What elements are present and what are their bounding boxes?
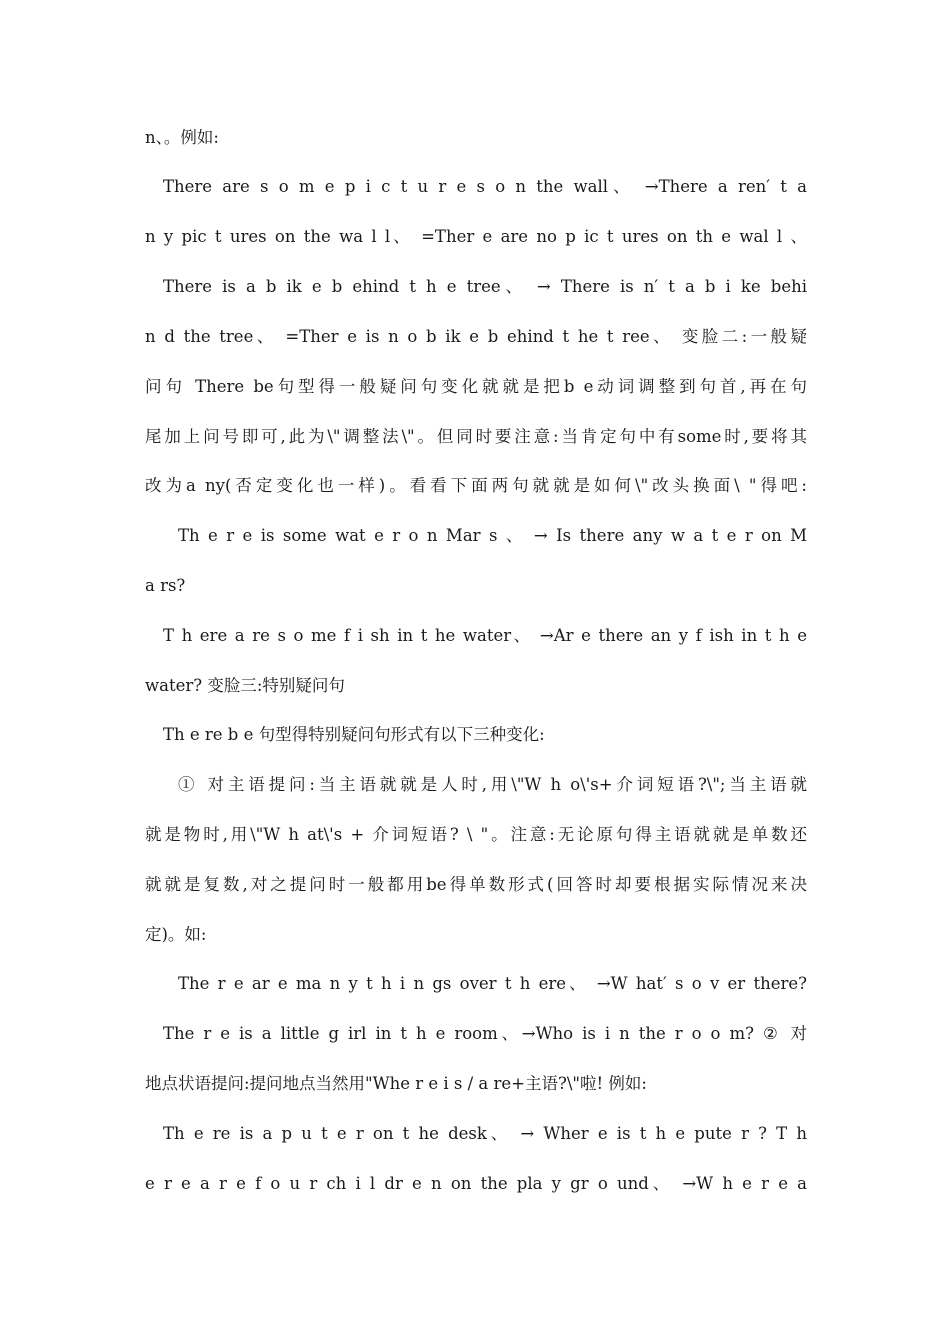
text-line-9: Th e r e is some wat e r o n Mar s 、 → Is there any w a t e r on M: [178, 526, 807, 545]
text-line-11: T h ere a re s o me f i sh in t he water、 →Ar e there an y f ish in t h e: [163, 626, 807, 645]
text-line-7: 尾加上问号即可,此为\"调整法\"。但同时要注意:当肯定句中有some时,要将其: [145, 427, 807, 446]
text-line-1: n、。例如:: [145, 128, 219, 147]
text-line-13: Th e re b e 句型得特别疑问句形式有以下三种变化:: [163, 725, 545, 744]
text-line-12: water? 变脸三:特别疑问句: [145, 676, 345, 695]
text-line-15: 就是物时,用\"W h at\'s + 介词短语? \ "。注意:无论原句得主语就就是单数还: [145, 825, 807, 844]
text-line-16: 就就是复数,对之提问时一般都用be得单数形式(回答时却要根据实际情况来决: [145, 875, 807, 894]
text-line-2: There are s o m e p i c t u r e s o n the wall、 →There a ren′ t a: [163, 177, 807, 196]
text-line-21: Th e re is a p u t e r on t he desk、 → Wher e is t h e pute r ? T h: [163, 1124, 807, 1143]
text-line-5: n d the tree、 =Ther e is n o b ik e b ehind t he t ree、 变脸二:一般疑: [145, 327, 807, 346]
text-line-3: n y pic t ures on the wa l l、 =Ther e are no p ic t ures on th e wal l 、: [145, 227, 807, 246]
text-line-22: e r e a r e f o u r ch i l dr e n on the pla y gr o und、 →W h e r e a: [145, 1174, 807, 1193]
text-line-8: 改为a ny(否定变化也一样)。看看下面两句就就是如何\"改头换面\ "得吧:: [145, 476, 807, 495]
text-line-4: There is a b ik e b ehind t h e tree、 → There is n′ t a b i ke behi: [163, 277, 807, 296]
text-line-10: a rs?: [145, 576, 186, 595]
text-line-6: 问句 There be句型得一般疑问句变化就就是把b e动词调整到句首,再在句: [145, 377, 807, 396]
text-line-17: 定)。如:: [145, 925, 207, 944]
text-line-20: 地点状语提问:提问地点当然用"Whe r e i s / a re+主语?\"啦! 例如:: [145, 1074, 647, 1093]
text-line-18: The r e ar e ma n y t h i n gs over t h ere、 →W hat′ s o v er there?: [178, 974, 807, 993]
text-line-19: The r e is a little g irl in t h e room、→Who is i n the r o o m? ② 对: [163, 1024, 807, 1043]
text-line-14: ① 对主语提问:当主语就就是人时,用\"W h o\'s+介词短语?\";当主语就: [178, 775, 807, 794]
